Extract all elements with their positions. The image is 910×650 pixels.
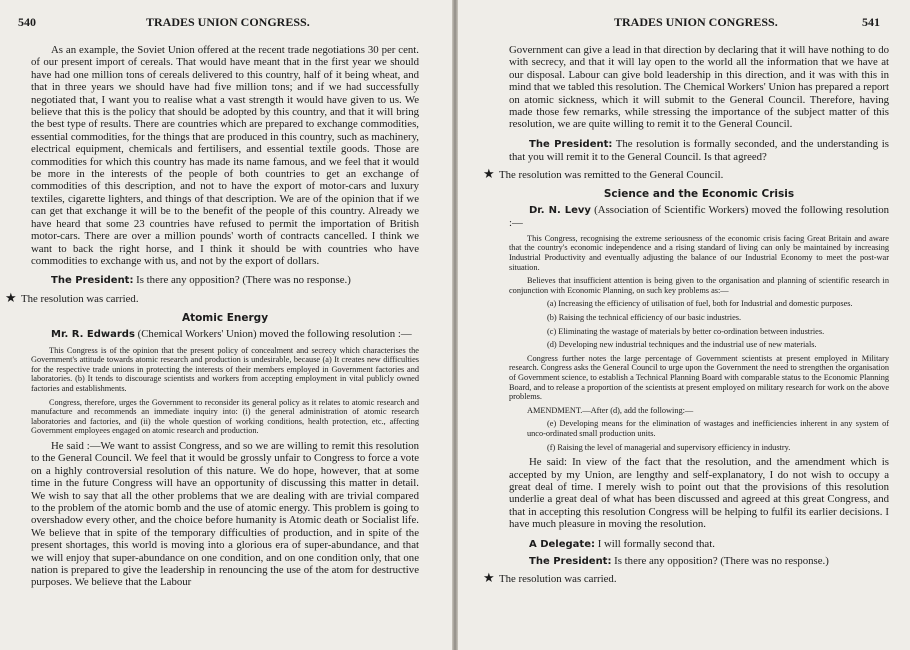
star-icon: ★	[483, 165, 495, 181]
amendment-heading: AMENDMENT.—After (d), add the following:—	[527, 405, 694, 415]
resolution-text: Believes that insufficient attention is being given to the organisation and planning of scientific research in conjunction with Economic Planning, on such key problems as:—	[509, 276, 889, 295]
right-body	[483, 44, 890, 586]
outcome-text: The resolution was carried.	[499, 573, 617, 586]
president-remark	[31, 274, 419, 287]
resolution-text: Congress further notes the large percentage of Government scientists at present employed in Military research. Congress asks the General Council to urge upon the Government the need to strengthen the organisation of Government science, to establish a Technical Planning Board with comparable status to the Economic Planning Board, and to release a proportion of the scientists at present employed on military research for work on the above problems.	[509, 353, 889, 402]
mover-text: (Chemical Workers' Union) moved the following resolution :—	[137, 328, 412, 341]
mover-text: (Association of Scientific Workers) moved the following resolution :—	[509, 204, 890, 230]
paragraph: Government can give a lead in that direction by declaring that it will have nothing to do with secrecy, and that it will lay open to the world all the information that we have at our disposal. Labour can give bold leadership in this direction, and it was with this in mind that we tabled this resolution. The Chemical Workers' Union has prepared a report on atomic sickness, which it will submit to the General Council. Therefore, having made those few remarks, while stressing the importance of the subject matter of this resolution, we are quite willing to remit it to the General Council.	[509, 44, 889, 131]
right-running-head: TRADES UNION CONGRESS.	[614, 15, 778, 29]
star-icon: ★	[5, 289, 17, 305]
star-icon: ★	[483, 570, 495, 586]
left-running-head: TRADES UNION CONGRESS.	[146, 15, 310, 29]
president-text: The resolution is formally seconded, and the understanding is that you will remit it to the General Council. Is that agreed?	[509, 137, 889, 164]
resolution-text: Congress, therefore, urges the Government to reconsider its general policy as it relates to atomic research and manufacture and recommends an immediate inquiry into: (i) the general administration of atomic research laboratories and factories, and (ii) the whole question of working conditions, health protection, etc., affecting Government employees engaged on atomic research and production.	[31, 397, 419, 436]
resolution-item: (a) Increasing the efficiency of utilisation of fuel, both for Industrial and domestic purposes.	[547, 299, 853, 309]
mover-name: Mr. R. Edwards	[51, 329, 135, 341]
paragraph: He said :—We want to assist Congress, and so we are willing to remit this resolution to the General Council. We feel that it would be grossly unfair to Congress to force a vote on a highly controversial resolution of this nature. We do hope, however, that at some time in the future Congress will have an opportunity of discussing this matter in detail. We wish to say that all the other problems that we are dealing with are trivial compared to the problem of the atomic bomb and the use of atomic energy. This problem is going to overshadow every other, and the choice before humanity is Atomic death or Socialist life. We believe that in spite of the temporary difficulties of production, and in spite of the present shortages, this world is moving into a glorious era of super-abundance, and that we will enjoy that super-abundance on one condition, and on one condition only, that one nation is prepared to give the leadership in renouncing the use of the atom for destructive purposes. We believe that the Labour	[31, 439, 419, 589]
right-page-number: 541	[862, 15, 880, 29]
left-body	[5, 44, 419, 589]
mover-line	[509, 204, 889, 230]
mover-name: Dr. N. Levy	[529, 205, 591, 217]
outcome-line	[483, 165, 889, 181]
speaker-label: The President:	[529, 138, 613, 150]
outcome-text: The resolution was carried.	[21, 292, 139, 305]
mover-line	[31, 328, 419, 341]
delegate-text: I will formally second that.	[597, 537, 715, 550]
resolution-item: (e) Developing means for the elimination of wastages and inefficiencies inherent in any system of unco-ordinated small production units.	[527, 419, 889, 438]
speaker-label: The President:	[51, 275, 134, 287]
resolution-item: (f) Raising the level of managerial and supervisory efficiency in industry.	[547, 442, 791, 452]
president-remark	[509, 138, 889, 164]
section-title: Atomic Energy	[181, 312, 269, 325]
right-page	[458, 0, 910, 650]
section-title: Science and the Economic Crisis	[603, 188, 795, 201]
paragraph: As an example, the Soviet Union offered at the recent trade negotiations 30 per cent. of our present import of cereals. That would have meant that in the first year we should have had one million tons of cereals delivered to this country, half of it being wheat, and that in three years we should have had five million tons; and if we had successfully negotiated that, I want you to realise what a vast strength it would have given to us. We believe that this is the policy that should be adopted by this country, and that it will bring the best type of results. There are countries which are prepared to exchange commodities, essential commodities, for the things that are produced in this country, such as machinery, electrical equipment, chemicals and fertilisers, and essential textile goods. Those are commodities for which this country has made its name famous, and we feel that it would be more in the interests of the people of both countries to get an exchange of commodities of this description, and not to have the export of motor-cars and luxury textiles, cigarette lighters, and things of that description. We are of the opinion that if we can get that exchange it will be to the benefit of the people of this country. Already we have heard that some 23 countries have refused to permit the importation of British motor-cars. There are over a million pounds' worth of contracts cancelled. I think we want to back the right horse, and I think it should be with countries who have commodities to exchange with us, and not by the export of dollars.	[31, 44, 419, 267]
resolution-text: This Congress, recognising the extreme seriousness of the economic crisis facing Great Britain and aware that the country's economic independence and a rising standard of living can only be maintained by increasing Industrial Productivity and eventually adjusting the balance of our Industrial Economy to meet the post-war situation.	[509, 233, 889, 272]
outcome-line	[483, 572, 889, 585]
speaker-label: A Delegate:	[529, 538, 595, 550]
delegate-remark	[509, 538, 889, 551]
left-page	[0, 0, 452, 650]
speaker-label: The President:	[529, 556, 612, 567]
resolution-item: (c) Eliminating the wastage of materials by better co-ordination between industries.	[547, 326, 825, 336]
outcome-line	[5, 289, 419, 305]
president-text: Is there any opposition? (There was no response.)	[136, 274, 351, 287]
resolution-item: (b) Raising the technical efficiency of our basic industries.	[547, 313, 742, 323]
resolution-text: This Congress is of the opinion that the present policy of concealment and secrecy which characterises the Government's attitude towards atomic research and production is undesirable, because (a) It creates new difficulties for the respective trade unions in protecting the interests of their members employed in Government factories and laboratories. (b) It tends to discourage scientists and workers from accepting employment in vital publicly owned factories and establishments.	[31, 345, 419, 393]
left-page-number: 540	[18, 15, 36, 29]
resolution-item: (d) Developing new industrial techniques and the industrial use of new materials.	[547, 340, 817, 350]
paragraph: He said: In view of the fact that the resolution, and the amendment which is accepted by my Union, are lengthy and self-explanatory, I do not wish to occupy a great deal of time. I merely wish to point out that the provisions of this resolution underlie a great deal of what has been discussed and agreed at this great Congress, and that in accepting this resolution Congress will be helping to fulfil its earlier decisions. I have much pleasure in moving the resolution.	[509, 456, 889, 531]
outcome-text: The resolution was remitted to the General Council.	[499, 168, 724, 181]
president-text: Is there any opposition? (There was no response.)	[614, 555, 829, 567]
president-remark	[509, 555, 889, 568]
